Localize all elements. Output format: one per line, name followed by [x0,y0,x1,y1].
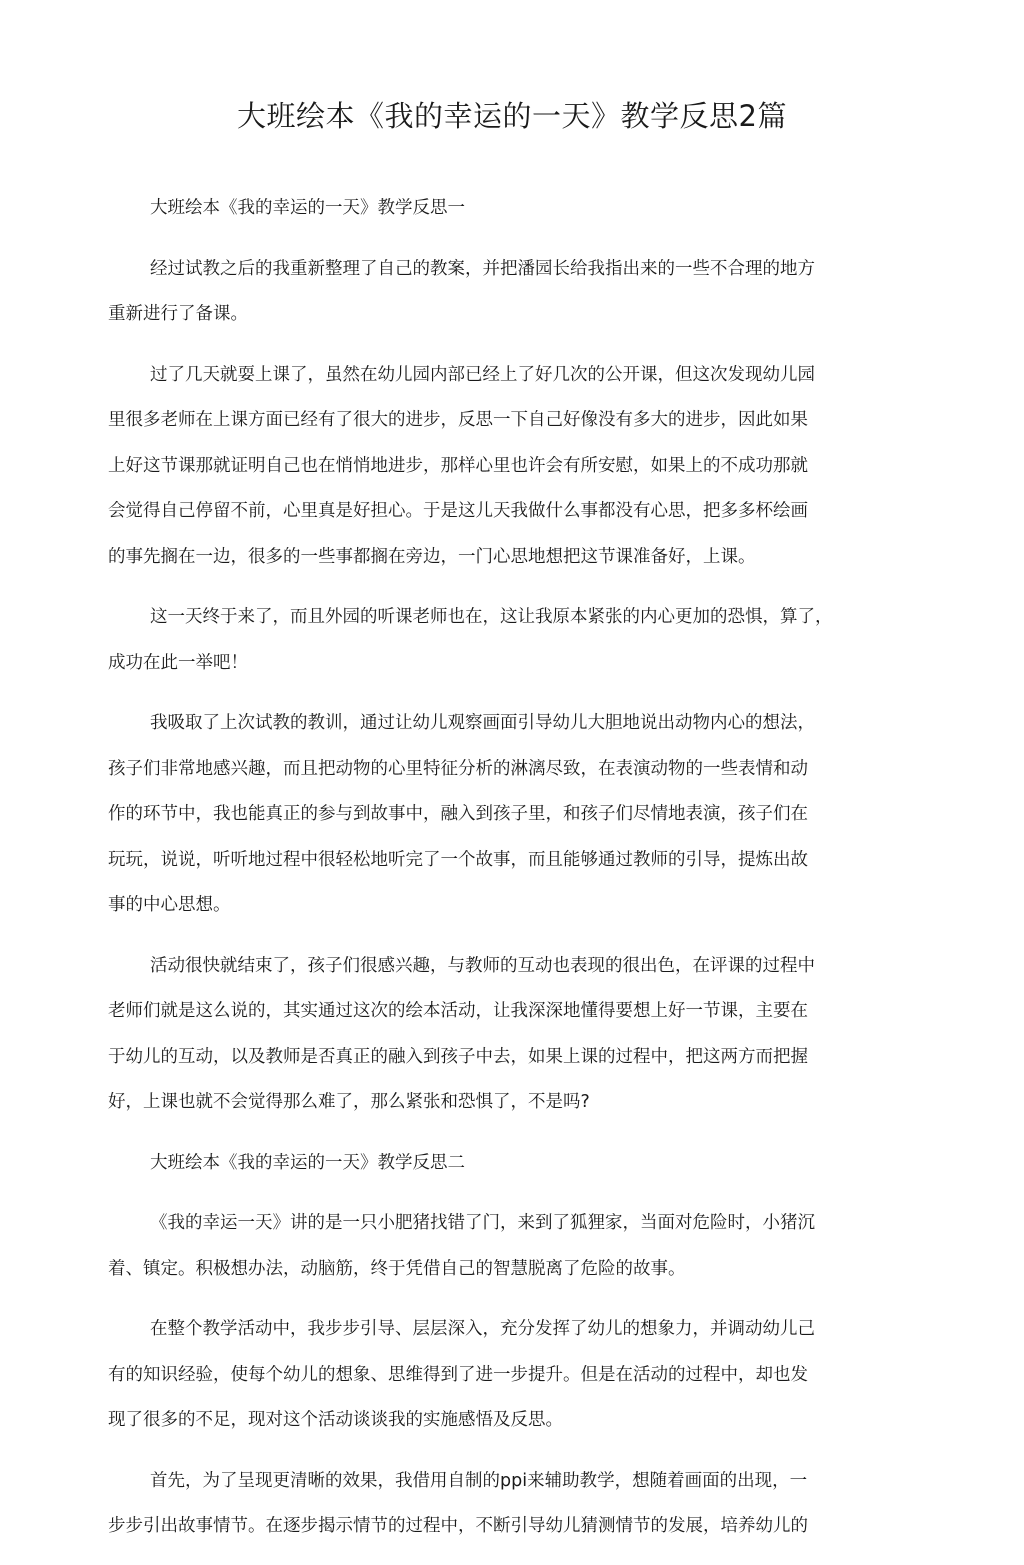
text-line: 作的环节中，我也能真正的参与到故事中，融入到孩子里，和孩子们尽情地表演，孩子们在 [108,804,808,824]
text-line: 于幼儿的互动，以及教师是否真正的融入到孩子中去，如果上课的过程中，把这两方而把握 [108,1046,808,1067]
text-line: 有的知识经验，使每个幼儿的想象、思维得到了进一步提升。但是在活动的过程中，却也发 [108,1364,808,1385]
paragraph [108,247,888,338]
text-line: 在整个教学活动中，我步步引导、层层深入，充分发挥了幼儿的想象力，并调动幼儿己 [150,1319,815,1339]
paragraph [108,1201,888,1292]
section-heading [108,186,888,232]
text-line: 的事先搁在一边，很多的一些事都搁在旁边，一门心思地想把这节课准备好，上课。 [108,546,756,567]
paragraph [108,701,888,929]
section-heading [108,1141,888,1187]
text-line: 孩子们非常地感兴趣，而且把动物的心里特征分析的淋漓尽致，在表演动物的一些表情和动 [108,758,808,779]
document-title: 大班绘本《我的幸运的一天》教学反思2篇 [237,99,787,133]
text-line: 首先，为了呈现更清晰的效果，我借用自制的ppi来辅助教学，想随着画面的出现，一 [150,1470,808,1491]
text-line: 会觉得自己停留不前，心里真是好担心。于是这儿天我做什么事都没有心思，把多多杯绘画 [108,501,808,521]
text-line: 经过试教之后的我重新整理了自己的教案，并把潘园长给我指出来的一些不合理的地方 [150,258,815,279]
text-line: 过了几天就耍上课了，虽然在幼儿园内部已经上了好几次的公开课，但这次发现幼儿园 [150,364,815,385]
text-line: 这一天终于来了，而且外园的听课老师也在，这让我原本紧张的内心更加的恐惧，算了， [150,607,833,627]
text-line: 《我的幸运一天》讲的是一只小肥猪找错了门，来到了狐狸家，当面对危险时，小猪沉 [150,1213,815,1233]
text-line: 现了很多的不足，现对这个活动谈谈我的实施感悟及反思。 [108,1410,563,1430]
text-line: 活动很快就结束了，孩子们很感兴趣，与教师的互动也表现的很出色，在评课的过程中 [150,955,815,976]
text-line: 着、镇定。积极想办法，动脑筋，终于凭借自己的智慧脱离了危险的故事。 [108,1258,686,1279]
document-body [108,186,888,1565]
text-line: 上好这节课那就证明自己也在悄悄地进步，那样心里也许会有所安慰，如果上的不成功那就 [108,455,808,476]
paragraph [108,1459,888,1550]
text-line: 成功在此一举吧！ [108,652,248,673]
text-line: 大班绘本《我的幸运的一天》教学反思二 [150,1152,465,1173]
paragraph [108,595,888,686]
text-line: 玩玩，说说，听听地过程中很轻松地听完了一个故事，而且能够通过教师的引导，提炼出故 [108,849,808,870]
text-line: 老师们就是这么说的，其实通过这次的绘本活动，让我深深地懂得要想上好一节课，主要在 [108,1001,808,1021]
paragraph [108,353,888,581]
text-line: 事的中心思想。 [108,895,231,915]
text-line: 我吸取了上次试教的教训，通过让幼儿观察画面引导幼儿大胆地说出动物内心的想法， [150,713,815,733]
text-line: 大班绘本《我的幸运的一天》教学反思一 [150,198,465,218]
text-line: 里很多老师在上课方面已经有了很大的进步，反思一下自己好像没有多大的进步，因此如果 [108,410,808,430]
paragraph [108,944,888,1126]
text-line: 步步引出故事情节。在逐步揭示情节的过程中，不断引导幼儿猜测情节的发展，培养幼儿的 [108,1516,808,1536]
paragraph [108,1307,888,1444]
text-line: 重新进行了备课。 [108,304,248,324]
text-line: 好，上课也就不会觉得那么难了，那么紧张和恐惧了，不是吗? [108,1092,590,1112]
